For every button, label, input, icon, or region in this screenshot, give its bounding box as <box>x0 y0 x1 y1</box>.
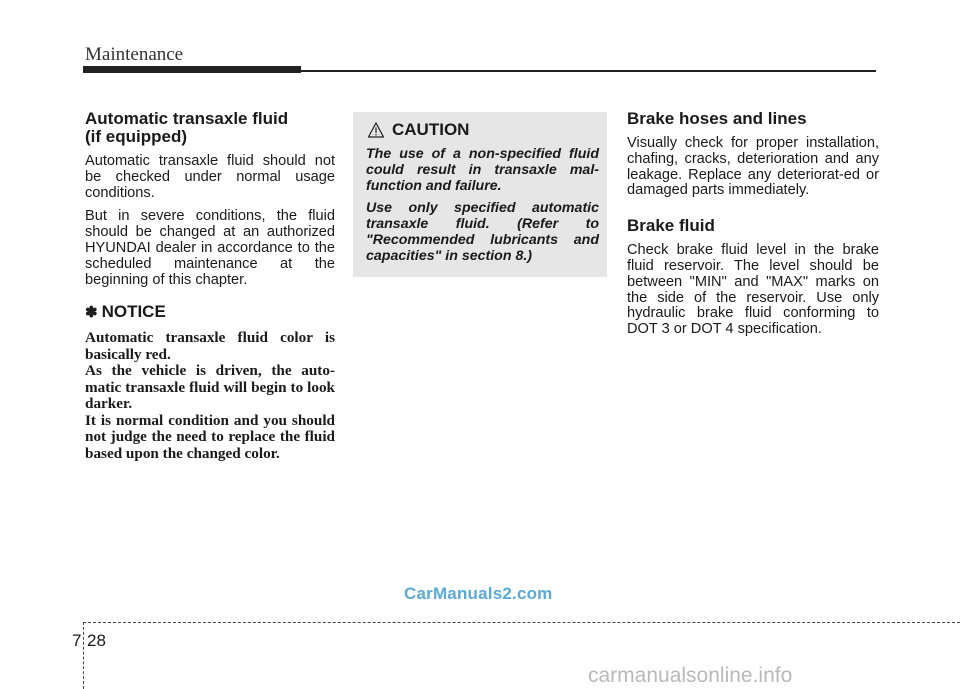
header-rule-thick <box>83 66 301 73</box>
left-column <box>85 110 335 462</box>
caution-title: CAUTION <box>392 120 470 139</box>
notice-line-3: It is normal condition and you should not judge the need to replace the fluid based upon the changed color. <box>85 411 335 462</box>
heading-line-1: Automatic transaxle fluid <box>85 109 289 128</box>
notice-body <box>85 330 335 462</box>
page-number: 28 <box>87 631 106 650</box>
footer-vertical-divider <box>83 622 84 689</box>
notice-title: NOTICE <box>101 302 166 322</box>
watermark-link[interactable]: CarManuals2.com <box>404 584 553 603</box>
header-rule-thin <box>301 70 876 72</box>
transaxle-fluid-heading <box>85 110 335 146</box>
brake-fluid-para: Check brake fluid level in the brake fluid reservoir. The level should be between "MIN" and "MAX" marks on the side of the reservoir. Use only hydraulic brake fluid conforming to DOT 3 or DOT 4 specification. <box>627 242 879 338</box>
transaxle-para-2: But in severe conditions, the fluid should be changed at an authorized HYUNDAI dealer in accordance to the scheduled maintenance at the beginning of this chapter. <box>85 208 335 288</box>
right-column <box>627 110 879 338</box>
warning-triangle-icon <box>368 122 384 138</box>
caution-text-1: The use of a non-specified fluid could result in transaxle mal-function and failure. <box>366 146 599 194</box>
site-watermark: carmanualsonline.info <box>588 664 793 687</box>
notice-line-2: As the vehicle is driven, the auto-matic transaxle fluid will begin to look darker. <box>85 362 335 413</box>
brake-fluid-heading: Brake fluid <box>627 216 715 236</box>
page-header-title: Maintenance <box>85 44 184 65</box>
notice-heading <box>85 302 335 322</box>
caution-header <box>368 120 599 140</box>
caution-text-2: Use only specified automatic transaxle fluid. (Refer to "Recommended lubricants and capacities" in section 8.) <box>366 200 599 264</box>
transaxle-para-1: Automatic transaxle fluid should not be checked under normal usage conditions. <box>85 153 335 201</box>
notice-star-icon: ✽ <box>85 304 98 322</box>
chapter-number: 7 <box>72 631 82 650</box>
footer-divider <box>83 622 960 623</box>
caution-box <box>353 112 607 277</box>
heading-line-2: (if equipped) <box>85 127 187 146</box>
notice-line-1: Automatic transaxle fluid color is basically red. <box>85 329 335 363</box>
brake-hoses-heading: Brake hoses and lines <box>627 109 807 128</box>
brake-hoses-para: Visually check for proper installation, chafing, cracks, deterioration and any leakage. Replace any deteriorat-ed or damaged parts immediately. <box>627 135 879 199</box>
